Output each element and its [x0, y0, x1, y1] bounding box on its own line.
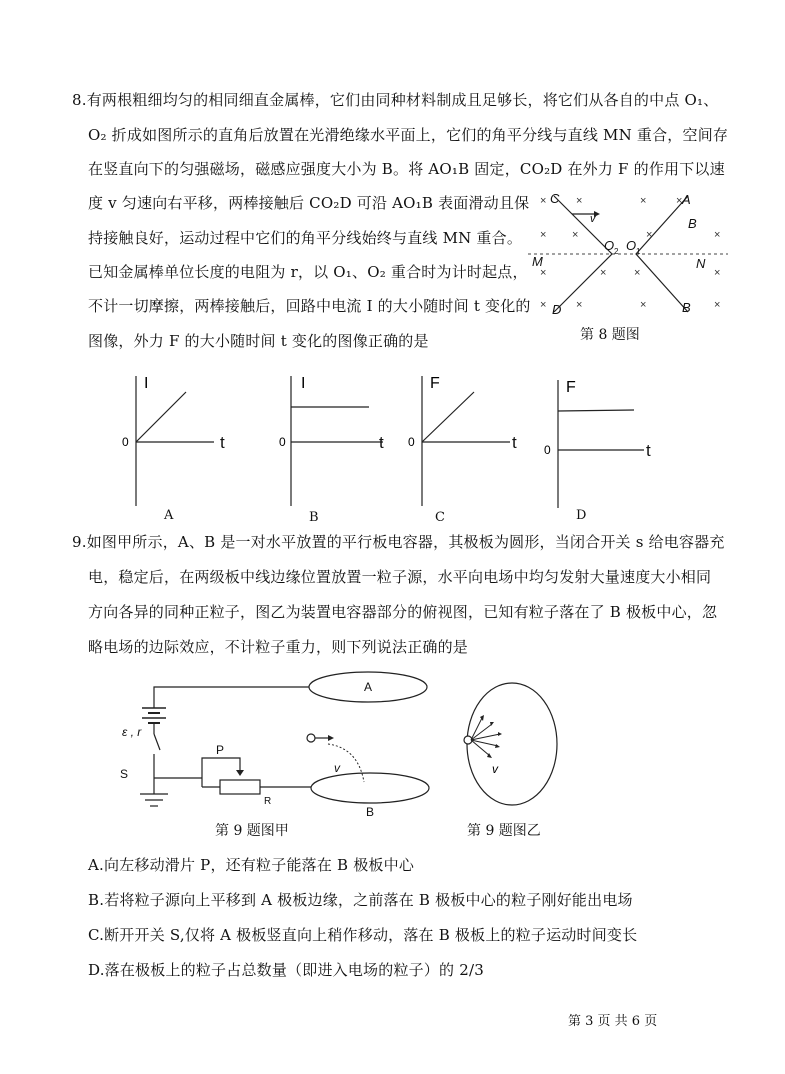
arrowhead: [495, 744, 500, 748]
particle-source: [464, 736, 472, 744]
option-C-label: C: [435, 510, 446, 525]
rising-line: [422, 392, 474, 442]
label-P: P: [216, 743, 225, 757]
q8-line-8: 图像，外力 F 的大小随时间 t 变化的图像正确的是: [88, 332, 429, 350]
label-S: S: [120, 767, 129, 781]
q8-line-5: 持接触良好，运动过程中它们的角平分线始终与直线 MN 重合。: [88, 229, 523, 247]
arrowhead: [498, 732, 502, 736]
graph-C-x-label: t: [512, 433, 517, 452]
cross-mark: ×: [634, 267, 641, 279]
particle-source: [307, 734, 315, 742]
q8-line-4: 度 v 匀速向右平移，两棒接触后 CO₂D 可沿 AO₁B 表面滑动且保: [88, 194, 530, 212]
plate-B: [311, 773, 429, 803]
slider-wire: [202, 758, 240, 778]
q9-option-D: D.落在极板上的粒子占总数量（即进入电场的粒子）的 2/3: [88, 961, 484, 979]
label-B: B: [366, 805, 375, 819]
label-A: A: [682, 192, 691, 207]
cross-mark: ×: [540, 195, 547, 207]
q9-line-4: 略电场的边际效应，不计粒子重力，则下列说法正确的是: [88, 638, 469, 656]
q8-line-1: 8.有两根粗细均匀的相同细直金属棒，它们由同种材料制成且足够长，将它们从各自的中点 O₁、: [72, 91, 719, 109]
cross-mark: ×: [676, 195, 683, 207]
label-O1-sub: 1: [636, 247, 641, 256]
cross-mark: ×: [714, 299, 721, 311]
origin-label: 0: [122, 435, 129, 449]
arrowhead: [328, 735, 334, 741]
origin-label: 0: [544, 443, 551, 457]
slider-P: [236, 770, 244, 776]
cross-mark: ×: [572, 229, 579, 241]
cross-mark: ×: [576, 195, 583, 207]
rising-line: [136, 392, 186, 442]
label-M: M: [532, 254, 543, 269]
constant-line: [558, 410, 634, 411]
y-label: I: [144, 375, 149, 392]
q8-line-6: 已知金属棒单位长度的电阻为 r，以 O₁、O₂ 重合时为计时起点，: [88, 263, 528, 281]
cross-mark: ×: [576, 299, 583, 311]
label-v: v: [334, 761, 340, 775]
label-O2: O: [604, 238, 615, 253]
cross-mark: ×: [540, 299, 547, 311]
q9-figure-jia: [118, 670, 448, 820]
option-B-label: B: [309, 510, 319, 525]
option-D-label: D: [576, 508, 587, 523]
q8-line-2: O₂ 折成如图所示的直角后放置在光滑绝缘水平面上，它们的角平分线与直线 MN 重合，空间存: [88, 126, 729, 144]
q8-line-7: 不计一切摩擦，两棒接触后，回路中电流 I 的大小随时间 t 变化的: [88, 297, 531, 315]
label-N: N: [696, 256, 706, 271]
cross-mark: ×: [646, 229, 653, 241]
page-footer: 第 3 页 共 6 页: [568, 1014, 658, 1029]
label-A: A: [364, 680, 373, 694]
q9-line-3: 方向各异的同种正粒子，图乙为装置电容器部分的俯视图，已知有粒子落在了 B 极板中心，忽: [88, 603, 718, 621]
label-O2-sub: 2: [614, 247, 619, 256]
graph-B: [265, 368, 385, 518]
label-C: C: [550, 191, 560, 206]
origin-label: 0: [408, 435, 415, 449]
label-v: v: [590, 213, 596, 225]
q9-option-B: B.若将粒子源向上平移到 A 极板边缘，之前落在 B 极板中心的粒子刚好能出电场: [88, 891, 633, 909]
cross-mark: ×: [600, 267, 607, 279]
option-A-label: A: [164, 508, 174, 523]
cross-mark: ×: [640, 299, 647, 311]
graph-D: [540, 372, 660, 520]
q9-line-1: 9.如图甲所示，A、B 是一对水平放置的平行板电容器，其极板为圆形，当闭合开关 s 给电容器充: [72, 533, 725, 551]
label-R: R: [264, 796, 272, 807]
switch-S: [154, 734, 160, 750]
graph-A-x-label: t: [220, 433, 225, 452]
plate-top-view: [467, 683, 557, 805]
velocity-vector: [471, 718, 482, 740]
velocity-fan: [471, 718, 500, 756]
y-label: F: [566, 379, 576, 396]
graph-B-x-label: t: [379, 433, 384, 452]
q8-line-3: 在竖直向下的匀强磁场，磁感应强度大小为 B。将 AO₁B 固定，CO₂D 在外力 F 的作用下以速: [88, 160, 725, 178]
q9-figure-yi-caption: 第 9 题图乙: [467, 823, 541, 839]
q9-option-A: A.向左移动滑片 P，还有粒子能落在 B 极板中心: [88, 856, 415, 874]
y-label: I: [301, 375, 306, 392]
wire-top: [154, 687, 309, 708]
label-B-upper: B: [688, 216, 697, 231]
cross-mark: ×: [540, 267, 547, 279]
label-O1: O: [626, 238, 637, 253]
label-emf: ε , r: [122, 725, 142, 739]
graph-C: [398, 368, 518, 518]
cross-mark: ×: [714, 267, 721, 279]
graph-D-x-label: t: [646, 441, 651, 460]
q8-figure-caption: 第 8 题图: [580, 327, 640, 343]
q8-figure: [528, 188, 728, 318]
cross-mark: ×: [714, 229, 721, 241]
resistor-R: [220, 780, 260, 794]
origin-label: 0: [279, 435, 286, 449]
q9-figure-jia-caption: 第 9 题图甲: [215, 823, 289, 839]
label-B-lower: B: [682, 300, 691, 315]
q9-option-C: C.断开开关 S,仅将 A 极板竖直向上稍作移动，落在 B 极板上的粒子运动时间变长: [88, 926, 638, 944]
q9-figure-yi: [462, 680, 562, 815]
label-v: v: [492, 762, 498, 776]
graph-A: [110, 368, 215, 518]
y-label: F: [430, 375, 440, 392]
cross-mark: ×: [540, 229, 547, 241]
q9-line-2: 电，稳定后，在两级板中线边缘位置放置一粒子源，水平向电场中均匀发射大量速度大小相同: [88, 568, 712, 586]
label-D: D: [552, 302, 562, 317]
cross-mark: ×: [640, 195, 647, 207]
